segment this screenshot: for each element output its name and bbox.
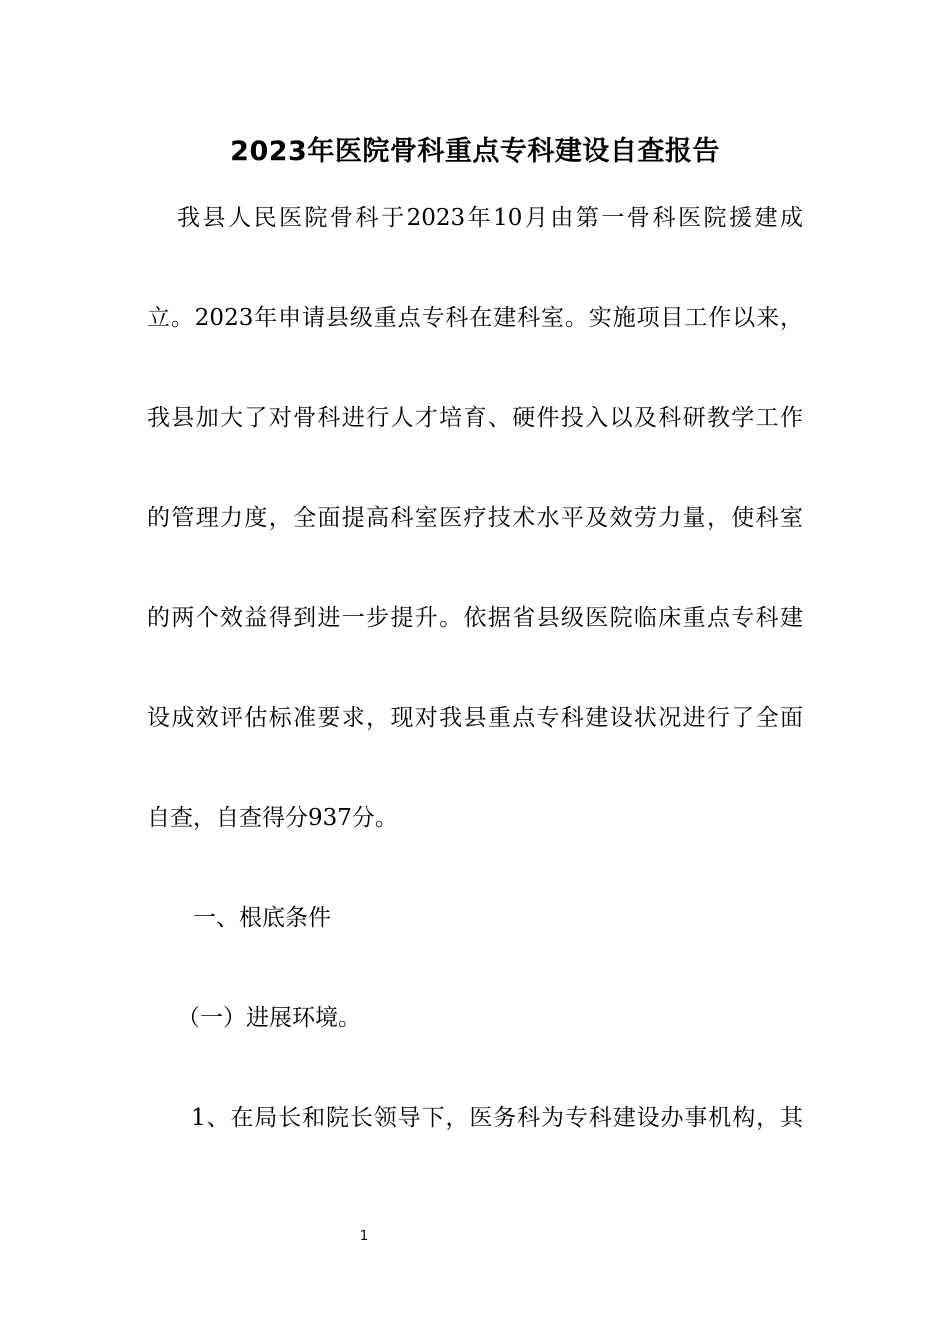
paragraph-line-6: 设成效评估标准要求，现对我县重点专科建设状况进行了全面 <box>147 705 803 731</box>
paragraph-line-1: 我县人民医院骨科于2023年10月由第一骨科医院援建成 <box>177 205 803 231</box>
page-number: 1 <box>359 1229 369 1244</box>
document-title: 2023年医院骨科重点专科建设自查报告 <box>230 136 720 167</box>
paragraph-line-7: 自查，自查得分937分。 <box>147 805 398 831</box>
paragraph-line-3: 我县加大了对骨科进行人才培育、硬件投入以及科研教学工作 <box>147 405 803 431</box>
paragraph-line-4: 的管理力度，全面提高科室医疗技术水平及效劳力量，使科室 <box>147 505 803 531</box>
paragraph-line-5: 的两个效益得到进一步提升。依据省县级医院临床重点专科建 <box>147 605 803 631</box>
numbered-item-1: 1、在局长和院长领导下，医务科为专科建设办事机构，其 <box>191 1105 803 1131</box>
paragraph-line-2: 立。2023年申请县级重点专科在建科室。实施项目工作以来， <box>147 305 803 331</box>
subsection-heading: （一）进展环境。 <box>177 1005 361 1031</box>
section-heading: 一、根底条件 <box>193 905 331 931</box>
